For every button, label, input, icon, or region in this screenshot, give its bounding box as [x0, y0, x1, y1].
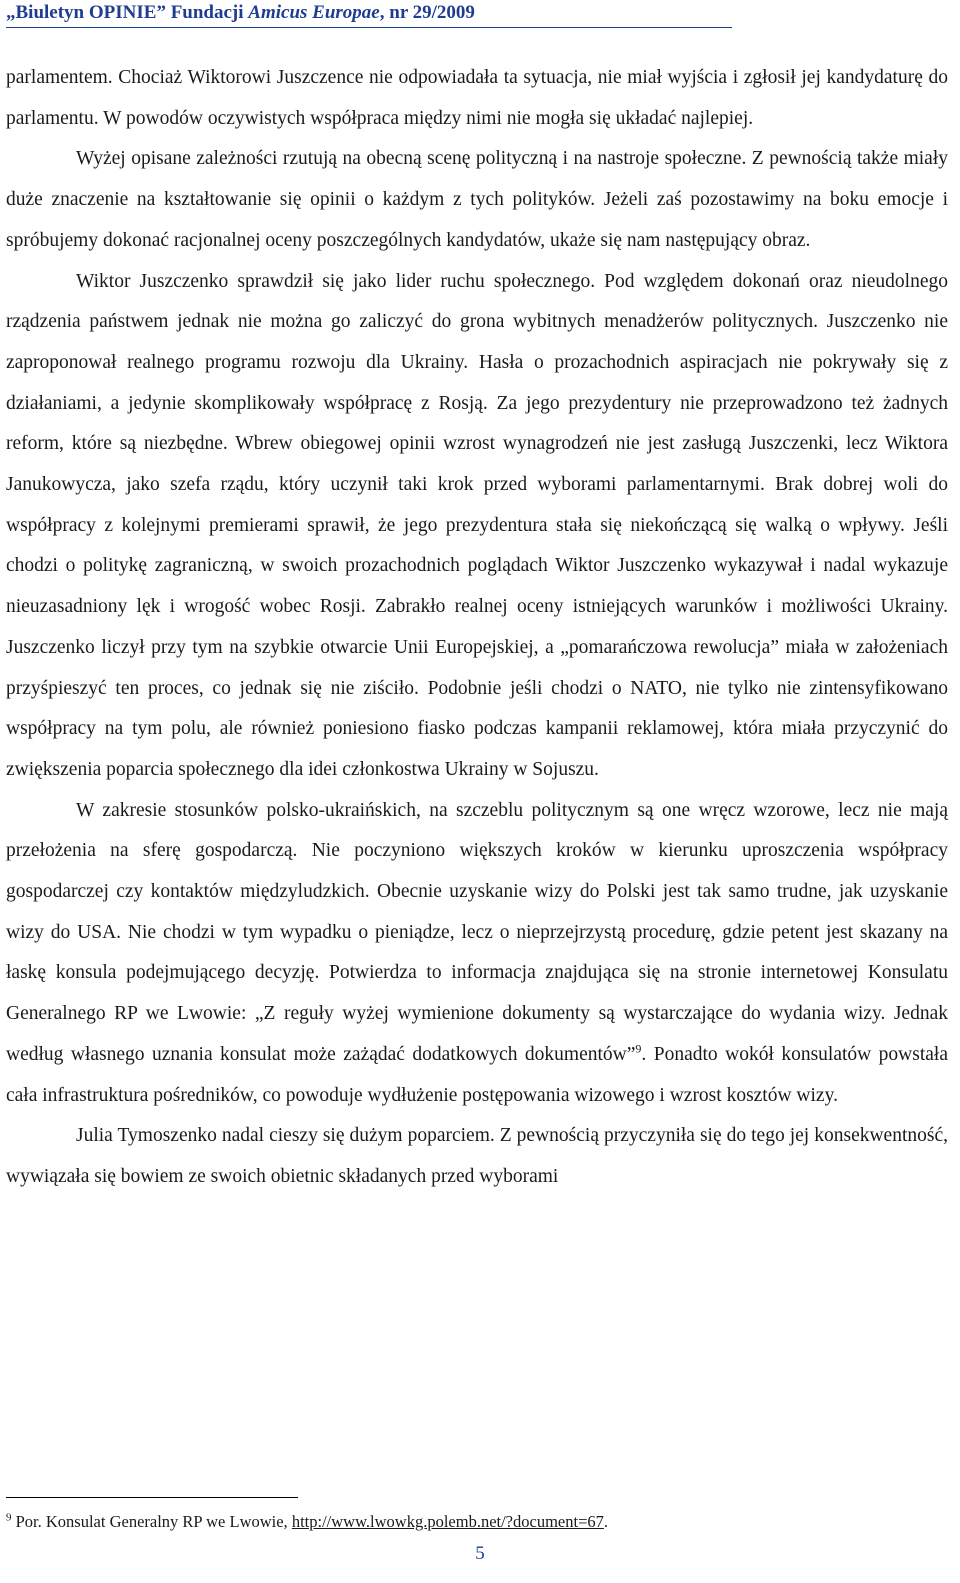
- page-header: [6, 2, 732, 28]
- paragraph-text: . Ponadto wokół konsulatów powstała cała infrastruktura pośredników, co powoduje wydłużenie postępowania wizowego i wzrost kosztów wizy.: [6, 1043, 948, 1106]
- footnote-separator: [6, 1497, 298, 1498]
- footnote-link[interactable]: http://www.lwowkg.polemb.net/?document=67: [291, 1512, 604, 1531]
- footnote-reference[interactable]: 9: [635, 1041, 642, 1056]
- paragraph-text: Julia Tymoszenko nadal cieszy się dużym poparciem. Z pewnością przyczyniła się do tego jej konsekwentność, wywiązała się bowiem ze swoich obietnic składanych przed wyborami: [6, 1125, 948, 1187]
- page-number: 5: [475, 1543, 485, 1564]
- header-prefix: „Biuletyn OPINIE” Fundacji: [6, 2, 249, 23]
- article-body: [6, 58, 948, 1198]
- paragraph-text: Wiktor Juszczenko sprawdził się jako lider ruchu społecznego. Pod względem dokonań oraz nieudolnego rządzenia państwem jednak nie można go zaliczyć do grona wybitnych menadżerów politycznych. Juszczenko nie zaproponował realnego programu rozwoju dla Ukrainy. Hasła o prozachodnich aspiracjach nie pokrywały się z działaniami, a jedynie skomplikowały współpracę z Rosją. Za jego prezydentury nie przeprowadzono też żadnych reform, które są niezbędne. Wbrew obiegowej opinii wzrost wynagrodzeń nie jest zasługą Juszczenki, lecz Wiktora Janukowycza, jako szefa rządu, który uczynił taki krok przed wyborami parlamentarnymi. Brak dobrej woli do współpracy z kolejnymi premierami sprawił, że jego prezydentura stała się niekończącą się walką o wpływy. Jeśli chodzi o politykę zagraniczną, w swoich prozachodnich poglądach Wiktor Juszczenko wykazywał i nadal wykazuje nieuzasadniony lęk i wrogość wobec Rosji. Zabrakło realnej oceny istniejących warunków i możliwości Ukrainy. Juszczenko liczył przy tym na szybkie otwarcie Unii Europejskiej, a „pomarańczowa rewolucja” miała w założeniach przyśpieszyć ten proces, co jednak się nie ziściło. Podobnie jeśli chodzi o NATO, nie tylko nie zintensyfikowano współpracy na tym polu, ale również poniesiono fiasko podczas kampanii reklamowej, która miała przyczynić do zwiększenia poparcia społecznego dla idei członkostwa Ukrainy w Sojuszu.: [6, 270, 948, 780]
- footnote-number: 9: [6, 1511, 12, 1524]
- footnote-text: Por. Konsulat Generalny RP we Lwowie,: [11, 1512, 292, 1531]
- paragraph-text: W zakresie stosunków polsko-ukraińskich, na szczeblu politycznym są one wręcz wzorowe, lecz nie mają przełożenia na sferę gospodarczą. Nie poczyniono większych kroków w kierunku uproszczenia współpracy gospodarczej czy kontaktów międzyludzkich. Obecnie uzyskanie wizy do Polski jest tak samo trudne, jak uzyskanie wizy do USA. Nie chodzi w tym wypadku o pieniądze, lecz o nieprzejrzystą procedurę, gdzie petent jest skazany na łaskę konsula podejmującego decyzję. Potwierdza to informacja znajdująca się na stronie internetowej Konsulatu Generalnego RP we Lwowie: „Z reguły wyżej wymienione dokumenty są wystarczające do wydania wizy. Jednak według własnego uznania konsulat może zażądać dodatkowych dokumentów”: [6, 799, 948, 1065]
- header-org-name: Amicus Europae: [248, 2, 380, 23]
- paragraph-text: Wyżej opisane zależności rzutują na obecną scenę polityczną i na nastroje społeczne. Z pewnością także miały duże znaczenie na kształtowanie się opinii o każdym z tych polityków. Jeżeli zaś pozostawimy na boku emocje i spróbujemy dokonać racjonalnej oceny poszczególnych kandydatów, ukaże się nam następujący obraz.: [6, 148, 948, 251]
- footnote: [6, 1512, 608, 1532]
- paragraph: [6, 791, 948, 1117]
- paragraph: [6, 262, 948, 791]
- footnote-end: .: [603, 1512, 609, 1531]
- paragraph: [6, 139, 948, 261]
- paragraph: [6, 58, 948, 139]
- paragraph-text: parlamentem. Chociaż Wiktorowi Juszczence nie odpowiadała ta sytuacja, nie miał wyjścia i zgłosił jej kandydaturę do parlamentu. W powodów oczywistych współpraca między nimi nie mogła się układać najlepiej.: [6, 67, 948, 129]
- paragraph: [6, 1116, 948, 1197]
- header-issue: , nr 29/2009: [379, 2, 475, 23]
